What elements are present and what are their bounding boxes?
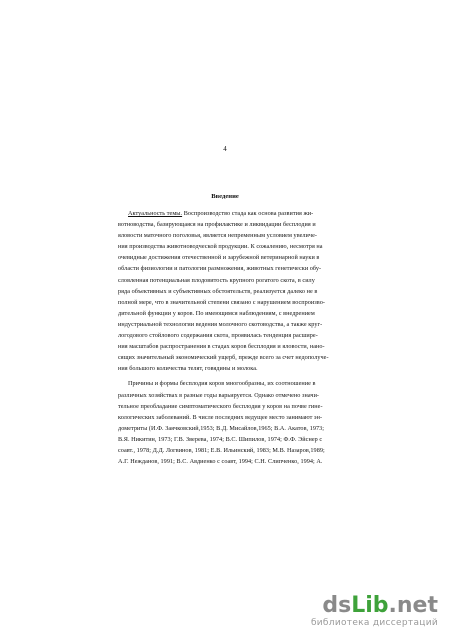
body-text bbox=[118, 208, 374, 467]
text-line: дительной функции у коров. По имеющимся наблюдениям, с внедрением bbox=[118, 309, 315, 317]
page-number: 4 bbox=[223, 145, 227, 153]
text-line: индустриальной технологии ведения молочного скотоводства, а также круг- bbox=[118, 320, 323, 328]
text-line: ния большого количества телят, говядины и молока. bbox=[118, 365, 258, 373]
text-line: различных хозяйствах в разные годы варьируется. Однако отмечено значи- bbox=[118, 391, 320, 399]
text-line: области физиологии и патологии размножения, животных генетически обу- bbox=[118, 265, 322, 273]
text-line: соавт., 1978; Д.Д. Логвинов, 1981; Е.В. Ильинский, 1983; М.В. Назаров,1989; bbox=[118, 446, 325, 454]
dslib-watermark bbox=[311, 595, 438, 628]
text-line: очевидные достижения отечественной и зарубежной ветеринарной науки в bbox=[118, 254, 320, 262]
text-line: полной мере, что в значительной степени связано с нарушением воспроизво- bbox=[118, 298, 325, 306]
section-heading: Введение bbox=[211, 193, 239, 200]
text-line: яловости маточного поголовья, является непременным условием увеличе- bbox=[118, 232, 317, 240]
paragraph-2-first-line: Причины и формы бесплодия коров многообразны, их соотношение в bbox=[128, 380, 316, 388]
dslib-logo: dsLib.net bbox=[322, 593, 438, 618]
text-line: ряда объективных и субъективных обстоятельств, реализуется далеко не в bbox=[118, 287, 318, 295]
text-line: тельное преобладание симптоматического бесплодия у коров на почве гине- bbox=[118, 402, 323, 410]
text-line: дометриты (И.Ф. Заячковский,1953; В.Д. Мисайлов,1965; В.А. Акатов, 1973; bbox=[118, 424, 325, 432]
watermark-subtitle: библиотека диссертаций bbox=[310, 618, 438, 628]
paragraph-1-first-line bbox=[118, 208, 374, 219]
text-line: словленная потенциальная плодовитость крупного рогатого скота, в силу bbox=[118, 276, 315, 284]
paragraph-1-lead-rest: Воспроизводство стада как основа развития жи- bbox=[182, 210, 314, 217]
text-line: ния производства животноводческой продукции. К сожалению, несмотря на bbox=[118, 243, 323, 251]
text-line: вотноводства, базирующаяся на профилактике и ликвидации бесплодия и bbox=[118, 221, 316, 229]
text-line: В.Я. Никитин, 1973; Г.В. Зверева, 1974; В.С. Шипилов, 1974; Ф.Ф. Эйснер с bbox=[118, 435, 323, 443]
text-line: кологических заболеваний. В числе последних ведущее место занимают эн- bbox=[118, 413, 323, 421]
text-line: ния масштабов распространения в стадах коров бесплодия и яловости, нано- bbox=[118, 343, 325, 351]
text-line: сящих значительный экономический ущерб, прежде всего за счет недополуче- bbox=[118, 354, 329, 362]
text-line: А.Г. Нежданов, 1991; В.С. Авдиенко с соавт, 1994; С.Н. Слипченко, 1994; А. bbox=[118, 458, 323, 466]
text-line: логодового стойлового содержания скота, проявилась тенденция расшире- bbox=[118, 332, 318, 340]
topic-relevance-label: Актуальность темы. bbox=[128, 210, 183, 217]
